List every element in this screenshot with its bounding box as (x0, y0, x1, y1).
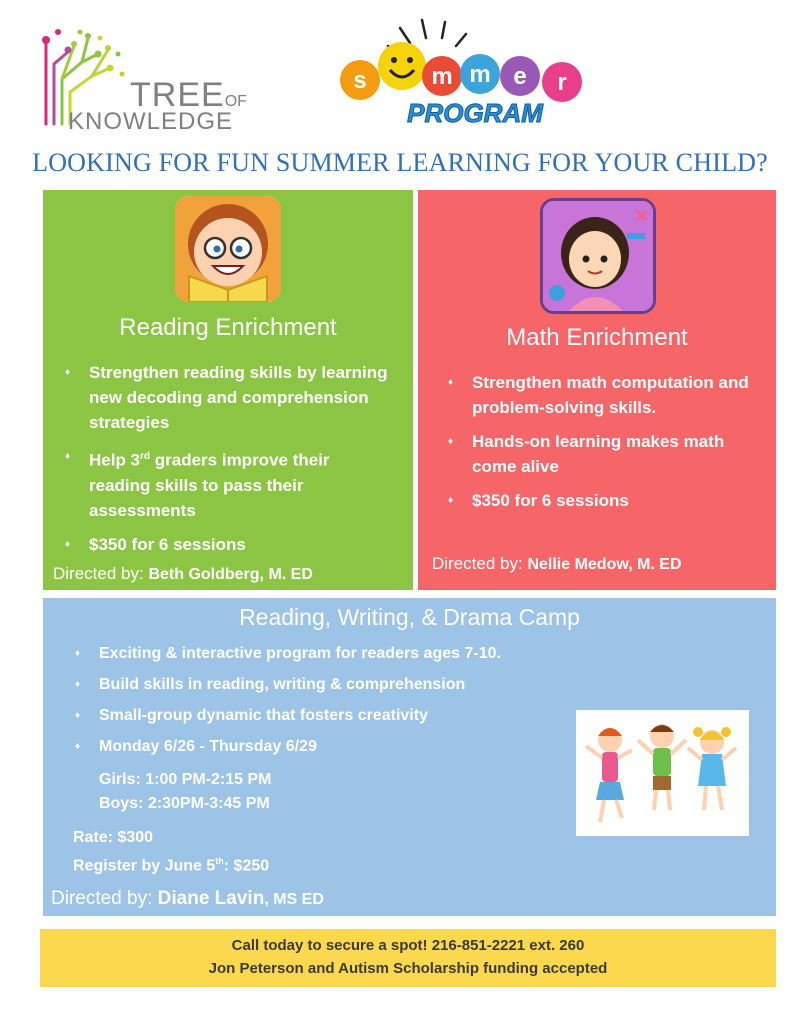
math-bullet-3: ♦ $350 for 6 sessions (448, 488, 768, 513)
camp-rate: Rate: $300 (73, 829, 154, 846)
camp-bullet-2: ♦ Build skills in reading, writing & comprehension (75, 673, 635, 697)
summer-letter: e (513, 63, 527, 90)
camp-director: Directed by: Diane Lavin, MS ED (51, 888, 324, 909)
math-director: Directed by: Nellie Medow, M. ED (432, 554, 682, 573)
summer-program-graphic (330, 18, 600, 138)
reading-bullet-1: ♦ Strengthen reading skills by learning new decoding and comprehension strategies (65, 360, 395, 435)
page-headline: LOOKING FOR FUN SUMMER LEARNING FOR YOUR CHILD? (32, 148, 768, 177)
camp-bullet-list (75, 642, 635, 766)
camp-girls-time: Girls: 1:00 PM-2:15 PM (99, 771, 272, 788)
summer-letter-circle (378, 42, 426, 90)
reading-title: Reading Enrichment (119, 314, 337, 341)
camp-bullet-1: ♦ Exciting & interactive program for readers ages 7-10. (75, 642, 635, 666)
reading-bullet-2: ♦ Help 3rd graders improve their reading skills to pass their assessments (65, 444, 395, 523)
camp-bullet-4: ♦ Monday 6/26 - Thursday 6/29 (75, 735, 635, 759)
camp-bullet-3: ♦ Small-group dynamic that fosters creativity (75, 704, 635, 728)
cta-scholarship-line: Jon Peterson and Autism Scholarship funding accepted (208, 960, 608, 977)
kid-boy-center-icon (638, 724, 686, 810)
camp-register-deadline: Register by June 5th: $250 (73, 856, 270, 875)
logo-wordmark-tree: TREEOF (130, 76, 247, 114)
reading-director: Directed by: Beth Goldberg, M. ED (53, 564, 313, 583)
kid-girl-right-icon (688, 727, 736, 810)
reading-bullet-list (65, 360, 395, 566)
summer-program-logo (330, 18, 600, 138)
cta-phone-line: Call today to secure a spot! 216-851-2221 ext. 260 (231, 937, 585, 954)
summer-letter: s (353, 67, 367, 94)
kid-girl-left-icon (586, 728, 632, 822)
camp-title: Reading, Writing, & Drama Camp (239, 604, 580, 630)
logo-wordmark-knowledge: KNOWLEDGE (68, 108, 234, 135)
smiley-eye-icon (407, 57, 413, 63)
math-bullet-1: ♦ Strengthen math computation and problem-solving skills. (448, 370, 768, 420)
math-bullet-list (448, 370, 768, 522)
jumping-kids-illustration (576, 710, 749, 836)
math-bullet-2: ♦ Hands-on learning makes math come alive (448, 429, 768, 479)
reading-bullet-3: ♦ $350 for 6 sessions (65, 532, 395, 557)
math-enrichment-card (418, 190, 776, 590)
summer-letter: m (469, 61, 491, 88)
call-to-action-banner (40, 929, 776, 987)
reading-boy-icon (175, 196, 281, 302)
program-wordmark: PROGRAM (407, 98, 543, 128)
summer-letter: r (557, 69, 567, 96)
smiley-eye-icon (391, 57, 397, 63)
camp-boys-time: Boys: 2:30PM-3:45 PM (99, 795, 270, 812)
math-girl-icon (540, 198, 656, 314)
summer-letter: m (431, 63, 453, 90)
math-title: Math Enrichment (506, 324, 688, 351)
reading-enrichment-card (43, 190, 413, 590)
svg-text:×: × (635, 203, 648, 228)
